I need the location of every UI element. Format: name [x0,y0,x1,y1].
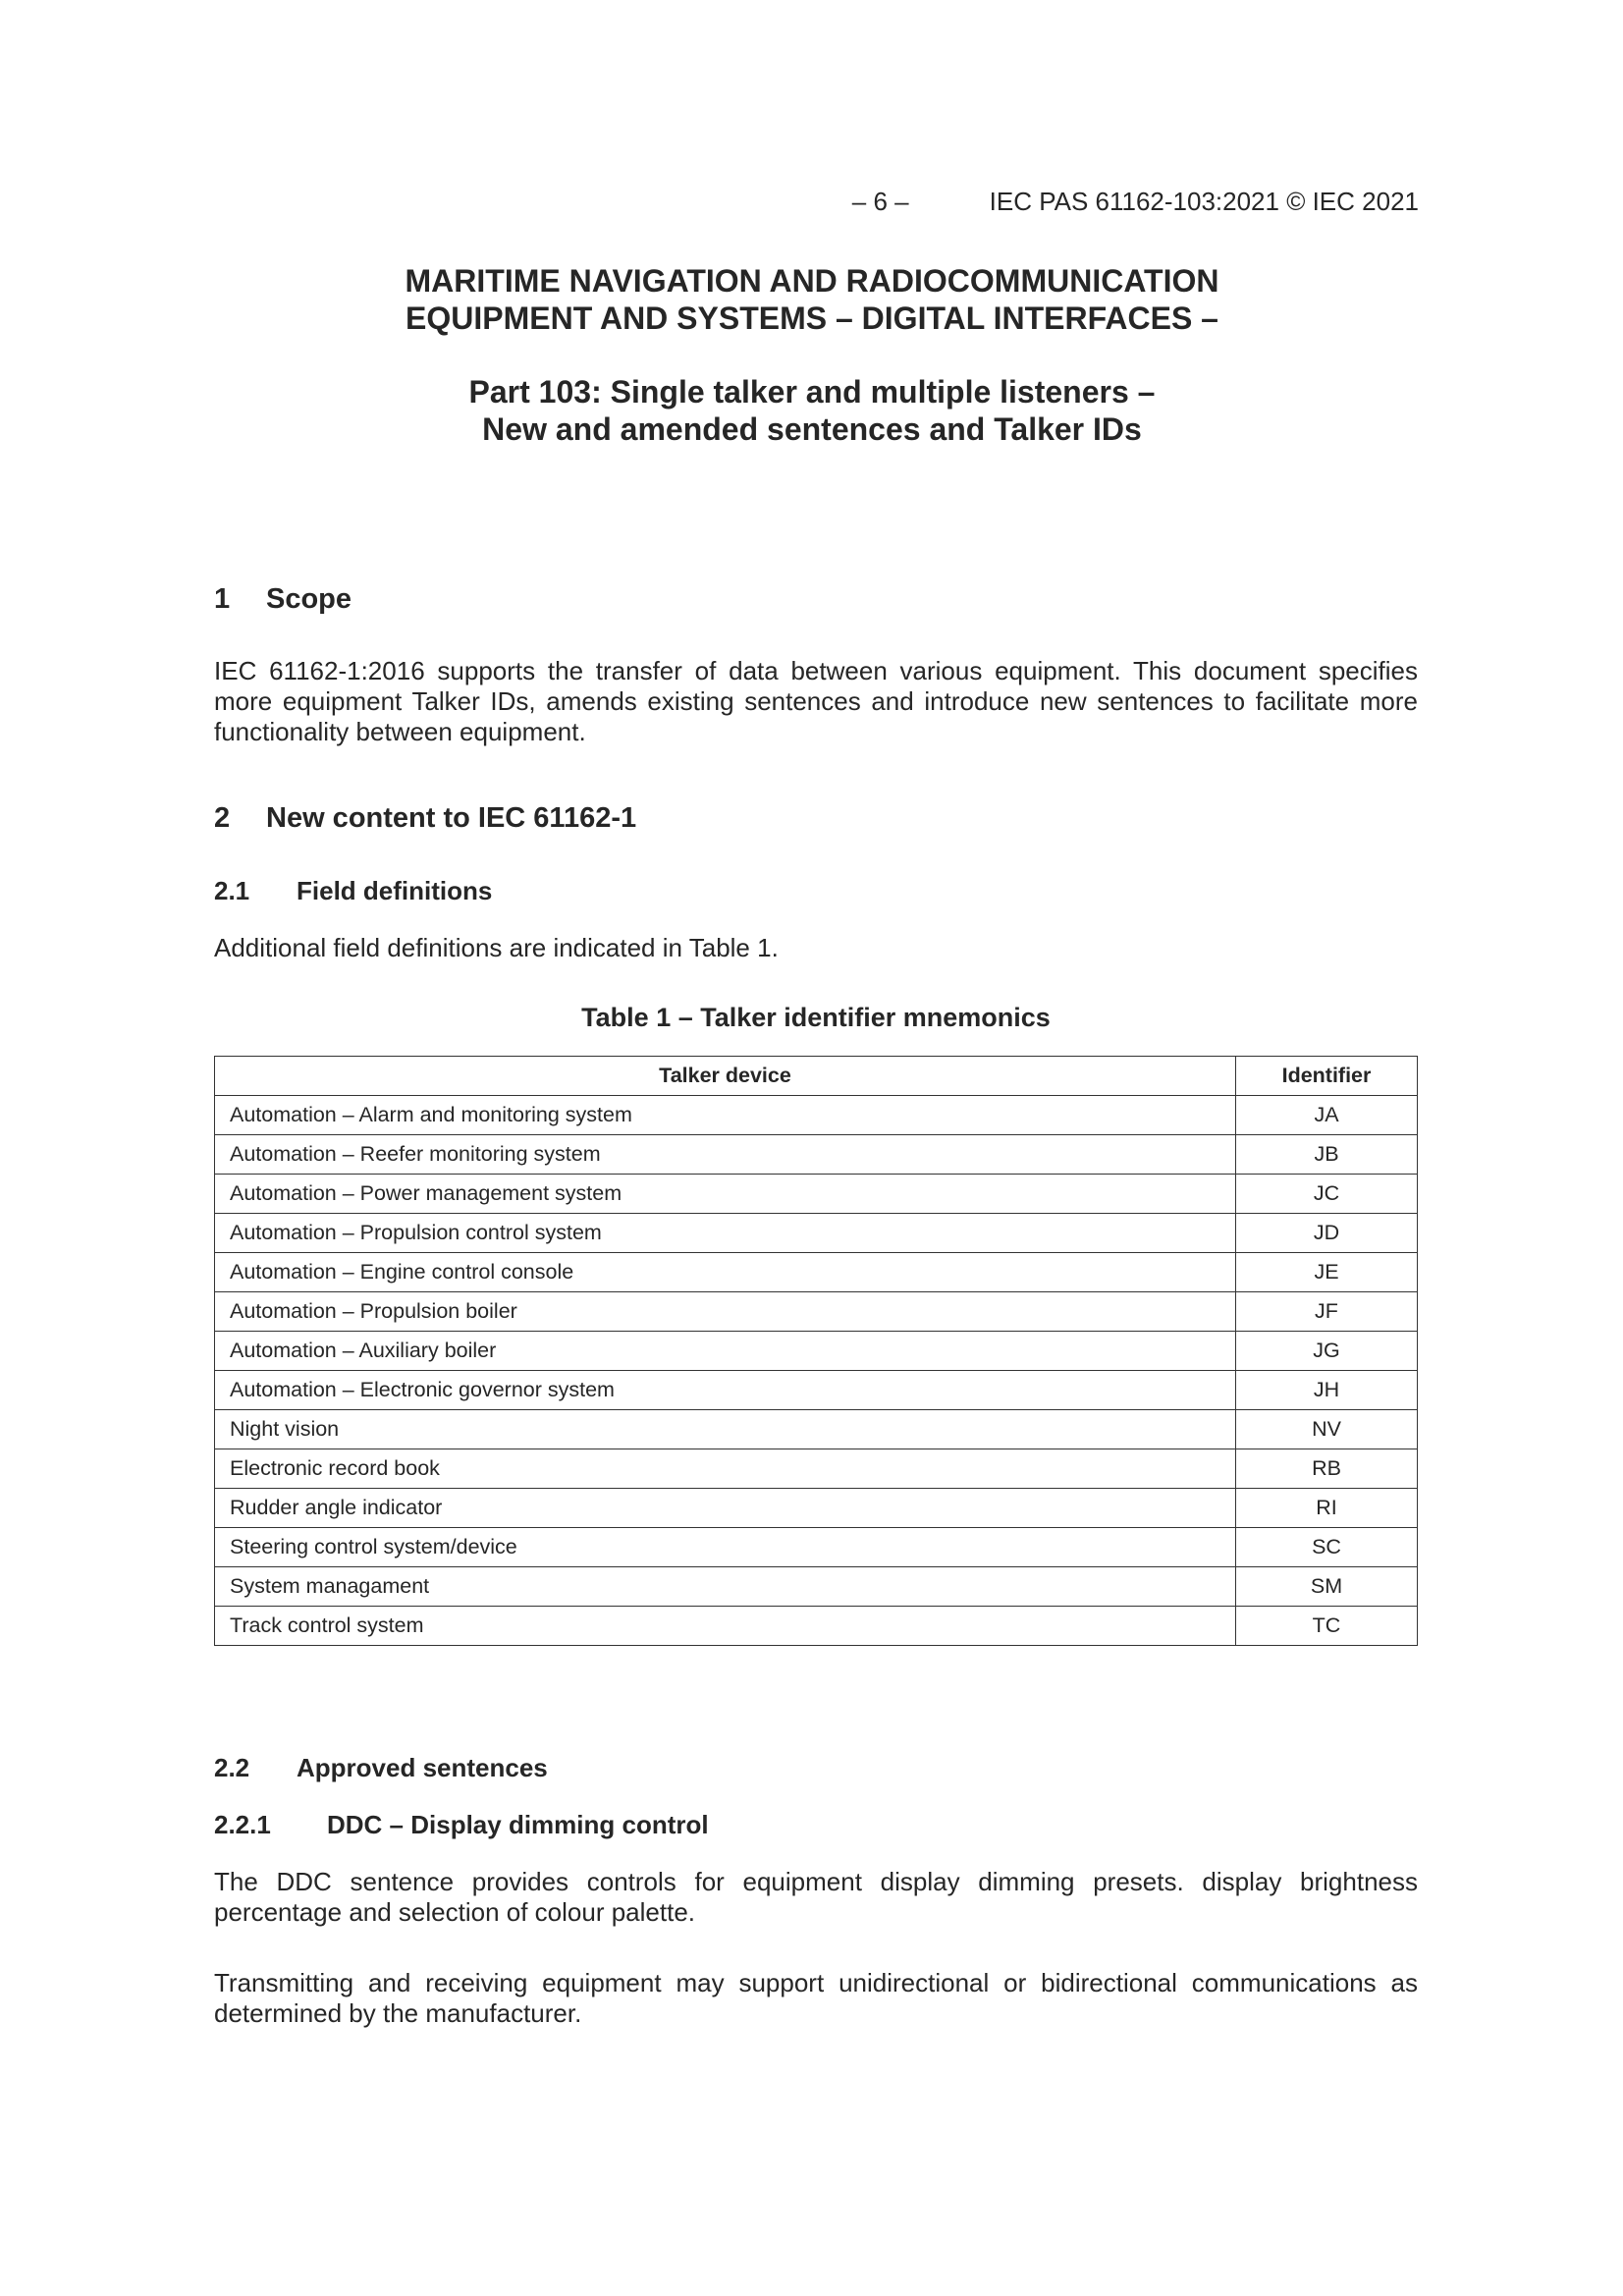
table-row [215,1253,1418,1292]
section-number: 1 [214,583,231,615]
talker-device-cell: Automation – Propulsion control system [215,1214,1236,1253]
identifier-cell: SM [1236,1567,1418,1607]
section-2-2-1-heading [214,1810,709,1840]
identifier-cell: JH [1236,1371,1418,1410]
identifier-cell: RI [1236,1489,1418,1528]
page-number: – 6 – [851,187,909,216]
document-subtitle [214,373,1410,448]
field-definitions-paragraph: Additional field definitions are indicated in Table 1. [214,933,779,962]
talker-identifier-table [214,1056,1418,1646]
section-title: Field definitions [297,876,493,905]
ddc-paragraph-1: The DDC sentence provides controls for equipment display dimming presets. display brightness percentage and selection of colour palette. [214,1867,1418,1927]
section-title: Approved sentences [297,1753,548,1782]
section-number: 2 [214,802,231,834]
identifier-cell: NV [1236,1410,1418,1449]
table-row [215,1332,1418,1371]
talker-device-cell: Automation – Auxiliary boiler [215,1332,1236,1371]
talker-device-cell: Automation – Propulsion boiler [215,1292,1236,1332]
talker-device-cell: Automation – Engine control console [215,1253,1236,1292]
talker-device-cell: Automation – Power management system [215,1175,1236,1214]
table-row [215,1175,1418,1214]
identifier-cell: SC [1236,1528,1418,1567]
table-row [215,1567,1418,1607]
section-title: New content to IEC 61162-1 [266,802,637,834]
document-id: IEC PAS 61162-103:2021 © IEC 2021 [989,187,1419,216]
talker-device-cell: Automation – Alarm and monitoring system [215,1096,1236,1135]
table-row [215,1292,1418,1332]
section-2-2-heading [214,1753,548,1783]
table-row [215,1096,1418,1135]
page-header [852,187,1419,217]
title-line: MARITIME NAVIGATION AND RADIOCOMMUNICATION [405,263,1219,299]
identifier-cell: TC [1236,1607,1418,1646]
talker-device-cell: System managament [215,1567,1236,1607]
talker-device-cell: Night vision [215,1410,1236,1449]
table-row [215,1135,1418,1175]
section-number: 2.1 [214,876,250,905]
talker-device-cell: Steering control system/device [215,1528,1236,1567]
talker-device-cell: Track control system [215,1607,1236,1646]
table-header-row [215,1057,1418,1096]
table-row [215,1371,1418,1410]
identifier-cell: JB [1236,1135,1418,1175]
column-header-identifier: Identifier [1236,1057,1418,1096]
subtitle-line: Part 103: Single talker and multiple listeners – [468,374,1156,410]
scope-paragraph: IEC 61162-1:2016 supports the transfer of data between various equipment. This document specifies more equipment Talker IDs, amends existing sentences and introduce new sentences to facilitate more functionality between equipment. [214,656,1418,746]
identifier-cell: JA [1236,1096,1418,1135]
identifier-cell: JC [1236,1175,1418,1214]
section-2-1-heading [214,876,492,906]
section-1-heading [214,583,352,616]
talker-device-cell: Rudder angle indicator [215,1489,1236,1528]
ddc-paragraph-2: Transmitting and receiving equipment may support unidirectional or bidirectional communications as determined by the manufacturer. [214,1968,1418,2028]
identifier-cell: JF [1236,1292,1418,1332]
identifier-cell: JE [1236,1253,1418,1292]
table-row [215,1410,1418,1449]
section-number: 2.2.1 [214,1810,271,1839]
talker-device-cell: Automation – Electronic governor system [215,1371,1236,1410]
table-caption: Table 1 – Talker identifier mnemonics [581,1003,1051,1032]
section-2-heading [214,802,636,835]
table-row [215,1528,1418,1567]
table-row [215,1214,1418,1253]
document-title [214,262,1410,337]
section-number: 2.2 [214,1753,250,1782]
column-header-talker-device: Talker device [215,1057,1236,1096]
table-row [215,1489,1418,1528]
identifier-cell: RB [1236,1449,1418,1489]
subtitle-line: New and amended sentences and Talker IDs [482,411,1142,447]
table-row [215,1607,1418,1646]
talker-device-cell: Electronic record book [215,1449,1236,1489]
table-row [215,1449,1418,1489]
identifier-cell: JD [1236,1214,1418,1253]
identifier-cell: JG [1236,1332,1418,1371]
title-line: EQUIPMENT AND SYSTEMS – DIGITAL INTERFACES – [406,301,1218,336]
talker-device-cell: Automation – Reefer monitoring system [215,1135,1236,1175]
section-title: Scope [266,583,352,615]
section-title: DDC – Display dimming control [327,1810,709,1839]
